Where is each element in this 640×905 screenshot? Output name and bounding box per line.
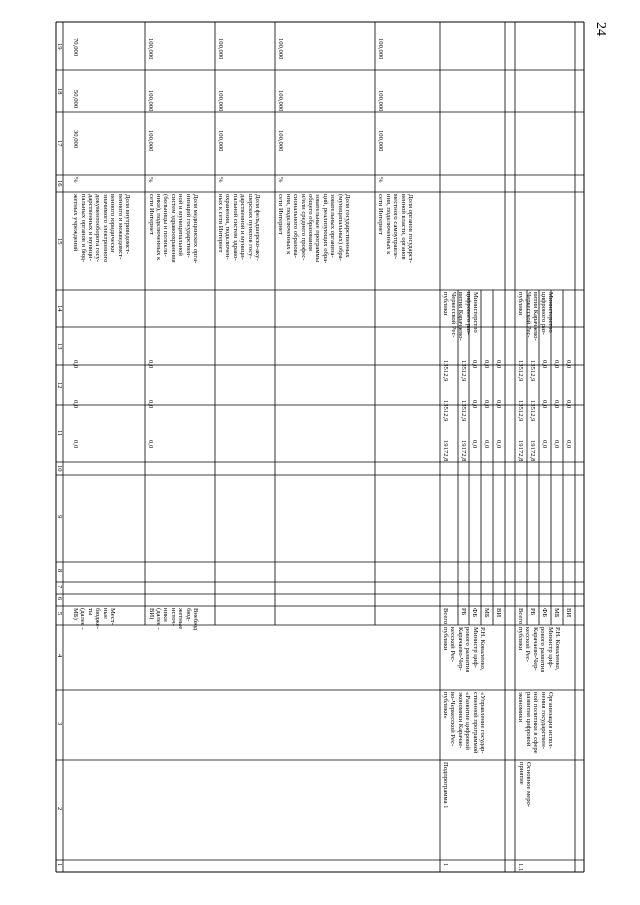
subprogram-value-13-2 [460, 360, 467, 381]
subprogram-responsible-line: Карачаево-Чер- [457, 627, 465, 671]
main_event-value-11-4 [553, 440, 560, 448]
indicator-value-18-5-line: 100,000 [377, 90, 384, 112]
subprogram-value-13-3 [471, 360, 478, 368]
indicator-name-3-line: пальной систем здраво- [232, 194, 240, 261]
column-number-3 [56, 722, 63, 725]
indicator-value-17-4-line: 100,000 [277, 130, 284, 152]
subprogram-value-12-2 [460, 400, 467, 421]
indicator-name-1-line: жетных учреждений [72, 194, 80, 252]
indicator-name-2-line: сети Интернет [147, 194, 155, 235]
subprogram-name-line: публики» [442, 692, 450, 719]
indicator-name-2-line: Доля медицинских орга- [191, 194, 199, 264]
column-number-7-line: 7 [56, 585, 63, 589]
source-value-13-top-1-line: 0,0 [72, 360, 79, 369]
main_event-executor-line: цифрового раз- [539, 292, 547, 335]
main_event-source-label-3-line: ФБ [541, 608, 548, 617]
indicator-name-4-line: (муниципальных) обра- [336, 194, 344, 261]
source-value-11-top-1-line: 0,0 [72, 440, 79, 449]
subprogram-type-line: Подпрограмма 1 [442, 762, 450, 809]
main_event-responsible-line: рового развития [539, 627, 547, 673]
main_event-name [517, 692, 554, 754]
subprogram-value-11-1 [442, 440, 449, 461]
subprogram-name-line: ственной программой [471, 692, 479, 754]
indicator-name-3 [217, 194, 261, 261]
main_event-value-13-1-line: 13512,9 [517, 360, 524, 382]
indicator-unit-1 [72, 177, 79, 183]
main_event-value-12-2-line: 13512,9 [529, 400, 536, 422]
column-number-6 [56, 597, 63, 600]
main_event-name-line: развития цифровой [524, 692, 532, 747]
main_event-number-line: 1.1 [517, 863, 524, 872]
main_event-responsible-line: кесской Рес- [524, 627, 532, 663]
column-number-19 [56, 43, 63, 50]
indicator-value-18-4-line: 100,000 [277, 90, 284, 112]
source-label-top-2 [147, 608, 199, 630]
main_event-value-11-2-line: 19172,8 [529, 440, 536, 462]
subprogram-responsible [442, 627, 486, 672]
source-label-top-2-line: Внебюд [191, 608, 199, 631]
source-value-12-top-1 [72, 400, 79, 408]
indicator-name-1 [72, 194, 131, 262]
subprogram-value-12-3-line: 0,0 [471, 400, 478, 409]
subprogram-value-11-5-line: 0,0 [495, 440, 502, 449]
indicator-value-19-1-line: 70,000 [72, 38, 79, 57]
indicator-name-4-line: зовательные программы [314, 194, 322, 263]
column-number-9 [56, 515, 63, 518]
subprogram-value-13-5-line: 0,0 [495, 360, 502, 369]
subprogram-value-11-2-line: 19172,8 [460, 440, 467, 462]
subprogram-value-11-4-line: 0,0 [483, 440, 490, 449]
source-label-top-1-line: (далее - [79, 608, 87, 630]
source-label-top-1-line: бюдже- [94, 608, 102, 629]
column-number-16 [56, 180, 63, 187]
indicator-value-17-4 [277, 130, 284, 151]
indicator-name-1-line: Доля внутриведомст- [124, 194, 132, 255]
main_event-source-label-5-line: ВИ [565, 608, 572, 618]
source-value-11-top-2-line: 0,0 [147, 440, 154, 449]
indicator-name-4-line: ций, реализующих обра- [321, 194, 329, 264]
main_event-responsible [517, 627, 561, 672]
indicator-value-19-4 [277, 38, 284, 59]
indicator-unit-3 [217, 177, 224, 183]
subprogram-executor-line: Министерство [472, 292, 479, 333]
subprogram-value-11-3 [471, 440, 478, 448]
indicator-name-5-line: сети Интернет [377, 194, 385, 235]
main_event-executor [517, 292, 554, 341]
indicator-value-17-5 [377, 130, 384, 151]
subprogram-responsible-line: Министр циф- [471, 627, 479, 668]
source-label-top-1-line: МБ) [72, 608, 80, 620]
column-number-17 [56, 140, 63, 147]
subprogram-name-line: «Управление государ- [479, 692, 487, 754]
indicator-name-3-line: охранения, подключен- [224, 194, 232, 260]
main_event-value-12-4 [553, 400, 560, 408]
main_event-source-label-1 [517, 608, 524, 624]
subprogram-responsible-line: рового развития [464, 627, 472, 673]
main_event-source-label-2 [529, 608, 536, 615]
subprogram-responsible-line: кесской Рес- [449, 627, 457, 663]
indicator-name-4-line: зовательных организа- [329, 194, 337, 258]
source-value-13-top-1 [72, 360, 79, 368]
page-number: 24 [593, 22, 608, 36]
source-value-13-top-2-line: 0,0 [147, 360, 154, 369]
main_event-type-line: Основное меро- [524, 762, 532, 807]
indicator-value-19-3-line: 100,000 [217, 38, 224, 60]
indicator-name-1-line: венного юридически [109, 194, 117, 253]
subprogram-value-11-2 [460, 440, 467, 461]
indicator-unit-3-line: % [217, 177, 224, 183]
indicator-name-5-line: Доля органов государст- [407, 194, 414, 263]
source-value-13-top-2 [147, 360, 154, 368]
indicator-value-17-2 [147, 130, 154, 151]
main_event-value-11-2 [529, 440, 536, 461]
indicator-name-4-line: сионального образова- [292, 194, 300, 258]
subprogram-value-13-4-line: 0,0 [483, 360, 490, 369]
column-number-9-line: 9 [56, 515, 63, 519]
indicator-value-18-5 [377, 90, 384, 111]
subprogram-number [442, 863, 449, 866]
column-number-13-line: 13 [56, 343, 63, 350]
indicator-name-3-line: шерских пунктов госу- [246, 194, 254, 259]
source-label-top-2-line: ники [162, 608, 170, 622]
main_event-type-line: приятие [517, 762, 525, 785]
column-number-11-line: 11 [56, 430, 63, 437]
subprogram-value-12-1 [442, 400, 449, 421]
subprogram-source-label-5 [495, 608, 502, 617]
subprogram-executor-line: публики [442, 292, 450, 316]
indicator-name-5 [377, 194, 414, 263]
subprogram-source-label-1 [442, 608, 449, 624]
indicator-value-18-3-line: 100,000 [217, 90, 224, 112]
subprogram-source-label-2 [460, 608, 467, 615]
subprogram-value-13-2-line: 13512,9 [460, 360, 467, 382]
indicator-name-4-line: общего образования [306, 194, 314, 251]
subprogram-value-11-4 [483, 440, 490, 448]
main_event-responsible-line: Карачаево-Чер- [532, 627, 540, 671]
subprogram-value-11-1-line: 19172,8 [442, 440, 449, 462]
subprogram-source-label-3-line: ФБ [471, 608, 478, 617]
indicator-value-17-2-line: 100,000 [147, 130, 154, 152]
subprogram-value-11-3-line: 0,0 [471, 440, 478, 449]
indicator-name-1-line: пальных органов и бюд- [79, 194, 87, 263]
indicator-value-18-1 [72, 90, 79, 108]
subprogram-number-line: 1 [442, 863, 449, 867]
column-number-6-line: 6 [56, 597, 63, 601]
indicator-name-5-line: местного самоуправле- [392, 194, 400, 260]
subprogram-source-label-5-line: ВИ [495, 608, 502, 618]
main_event-value-13-4-line: 0,0 [553, 360, 560, 369]
indicator-value-18-4 [277, 90, 284, 111]
main_event-name-line: Организация испол- [547, 692, 554, 749]
indicator-name-1-line: дарственных и муници- [87, 194, 95, 261]
indicator-name-1-line: венного и межведомст- [116, 194, 124, 260]
main_event-type [517, 762, 532, 807]
subprogram-value-13-4 [483, 360, 490, 368]
indicator-unit-1-line: % [72, 177, 79, 183]
main_event-value-13-2 [529, 360, 536, 381]
column-number-18-line: 18 [56, 88, 63, 95]
indicator-name-4-line: сети Интернет [277, 194, 285, 235]
column-number-17-line: 17 [56, 140, 63, 147]
subprogram-source-label-1-line: Всего [442, 608, 449, 625]
main_event-value-12-3-line: 0,0 [541, 400, 548, 409]
column-number-4-line: 4 [56, 654, 63, 658]
main_event-responsible-line: Министр циф- [546, 627, 554, 668]
main_event-value-13-5 [565, 360, 572, 368]
subprogram-value-11-5 [495, 440, 502, 448]
column-number-15 [56, 238, 63, 245]
column-number-19-line: 19 [56, 43, 63, 50]
indicator-name-4 [277, 194, 351, 263]
main_event-value-12-2 [529, 400, 536, 421]
subprogram-executor-line: вития Карачаево- [457, 292, 465, 341]
subprogram-name-line: экономики Карачае- [457, 692, 465, 749]
indicator-value-19-4-line: 100,000 [277, 38, 284, 60]
main_event-value-11-5 [565, 440, 572, 448]
column-number-12 [56, 382, 63, 389]
subprogram-value-12-3 [471, 400, 478, 408]
subprogram-name-line: во-Черкесской Рес- [449, 692, 457, 747]
subprogram-value-13-5 [495, 360, 502, 368]
subprogram-type [442, 762, 449, 808]
main_event-name-line: ной политики в сфере [532, 692, 540, 754]
subprogram-source-label-2-line: РБ [460, 608, 467, 616]
indicator-value-18-3 [217, 90, 224, 111]
main_event-value-13-5-line: 0,0 [565, 360, 572, 369]
main_event-value-13-3-line: 0,0 [541, 360, 548, 369]
indicator-value-19-5-line: 100,000 [377, 38, 384, 60]
subprogram-source-label-3 [471, 608, 478, 617]
indicator-value-19-5 [377, 38, 384, 59]
indicator-name-4-line: и/или среднего профес- [299, 194, 307, 261]
source-label-top-2-line: ВИ) [147, 608, 155, 620]
subprogram-value-12-4 [483, 400, 490, 408]
column-number-2-line: 2 [56, 807, 63, 811]
main_event-value-11-3-line: 0,0 [541, 440, 548, 449]
column-number-18 [56, 88, 63, 95]
main_event-executor-line: вития Карачаево- [532, 292, 540, 341]
source-value-12-top-2-line: 0,0 [147, 400, 154, 409]
column-number-2 [56, 807, 63, 810]
indicator-name-3-line: Доля фельдшерско-аку- [254, 194, 262, 261]
main_event-source-label-4 [553, 608, 560, 618]
column-number-1 [56, 863, 63, 866]
column-number-7 [56, 585, 63, 588]
indicator-name-2 [147, 194, 199, 263]
subprogram-source-label-4 [483, 608, 490, 618]
column-number-8 [56, 569, 63, 572]
main_event-responsible-line: Р.Н. Коваленко, [554, 627, 562, 671]
indicator-unit-5 [377, 177, 384, 183]
subprogram-value-12-1-line: 13512,9 [442, 400, 449, 422]
column-number-13 [56, 343, 63, 350]
source-label-top-2-line: жетные [176, 608, 184, 630]
source-label-top-2-line: источ- [169, 608, 177, 626]
main_event-executor-line: публики [517, 292, 525, 316]
main_event-value-12-1-line: 13512,9 [517, 400, 524, 422]
source-label-top-1 [72, 608, 116, 630]
subprogram-name-line: «Развитие цифровой [464, 692, 472, 750]
source-value-11-top-1 [72, 440, 79, 448]
column-number-15-line: 15 [56, 238, 63, 245]
indicator-unit-5-line: % [377, 177, 384, 183]
column-number-12-line: 12 [56, 382, 63, 389]
source-value-12-top-2 [147, 400, 154, 408]
indicator-name-1-line: документооборота госу- [94, 194, 102, 263]
subprogram-value-12-4-line: 0,0 [483, 400, 490, 409]
subprogram-value-12-2-line: 13512,9 [460, 400, 467, 422]
indicator-name-2-line: ники), подключенных к [154, 194, 162, 261]
column-number-3-line: 3 [56, 722, 63, 726]
main_event-value-12-5-line: 0,0 [565, 400, 572, 409]
main_event-value-12-5 [565, 400, 572, 408]
indicator-name-4-line: Доля государственных [344, 194, 351, 258]
indicator-value-19-2 [147, 38, 154, 59]
indicator-unit-4-line: % [277, 177, 284, 183]
indicator-value-17-1-line: 30,000 [72, 130, 79, 149]
indicator-name-2-line: ной и муниципальной [176, 194, 184, 256]
subprogram-responsible-line: публики [442, 627, 450, 651]
main_event-number [517, 863, 524, 871]
indicator-value-17-3-line: 100,000 [217, 130, 224, 152]
column-number-11 [56, 430, 63, 436]
subprogram-executor-line: цифрового раз- [464, 292, 472, 335]
source-label-top-1-line: Мест- [109, 608, 117, 625]
column-number-14 [56, 305, 63, 312]
indicator-value-19-3 [217, 38, 224, 59]
column-number-4 [56, 654, 63, 657]
main_event-value-13-2-line: 13512,9 [529, 360, 536, 382]
indicator-name-4-line: ния, подключенных к [284, 194, 292, 255]
main_event-value-11-1 [517, 440, 524, 461]
indicator-value-17-3 [217, 130, 224, 151]
column-number-1-line: 1 [56, 863, 63, 867]
main_event-source-label-5 [565, 608, 572, 617]
subprogram-value-12-5 [495, 400, 502, 408]
subprogram-source-label-4-line: МБ [483, 608, 490, 618]
indicator-name-1-line: значимого электронного [101, 194, 109, 263]
main_event-executor-line: Министерство [547, 292, 554, 333]
column-number-16-line: 16 [56, 180, 63, 187]
main_event-value-11-5-line: 0,0 [565, 440, 572, 449]
main_event-value-12-1 [517, 400, 524, 421]
indicator-value-18-2-line: 100,000 [147, 90, 154, 112]
subprogram-executor-line: Черкесской Рес- [449, 292, 457, 338]
main_event-value-11-3 [541, 440, 548, 448]
indicator-name-2-line: низаций государствен- [184, 194, 192, 258]
source-label-top-2-line: бюд- [184, 608, 192, 622]
main_event-value-11-1-line: 19172,8 [517, 440, 524, 462]
subprogram-value-12-5-line: 0,0 [495, 400, 502, 409]
main_event-source-label-2-line: РБ [529, 608, 536, 616]
main_event-value-13-1 [517, 360, 524, 381]
source-value-12-top-1-line: 0,0 [72, 400, 79, 409]
main_event-source-label-4-line: МБ [553, 608, 560, 618]
main_event-source-label-1-line: Всего [517, 608, 524, 625]
column-number-8-line: 8 [56, 569, 63, 573]
main_event-value-13-3 [541, 360, 548, 368]
indicator-value-18-2 [147, 90, 154, 111]
main_event-value-12-4-line: 0,0 [553, 400, 560, 409]
indicator-name-2-line: (больницы и поликли- [162, 194, 170, 257]
indicator-value-19-2-line: 100,000 [147, 38, 154, 60]
indicator-value-18-1-line: 50,000 [72, 90, 79, 109]
main_event-source-label-3 [541, 608, 548, 617]
column-number-5-line: 5 [56, 612, 63, 616]
subprogram-value-13-3-line: 0,0 [471, 360, 478, 369]
main_event-name-line: экономики [517, 692, 525, 723]
main_event-value-12-3 [541, 400, 548, 408]
indicator-name-3-line: ных к сети Интернет [217, 194, 225, 253]
subprogram-value-13-1 [442, 360, 449, 381]
column-number-14-line: 14 [56, 305, 63, 312]
main_event-value-11-4-line: 0,0 [553, 440, 560, 449]
indicator-name-2-line: систем здравоохранения [169, 194, 177, 263]
subprogram-executor [442, 292, 479, 341]
source-label-top-1-line: ты [87, 608, 95, 616]
main_event-value-13-4 [553, 360, 560, 368]
indicator-value-17-5-line: 100,000 [377, 130, 384, 152]
main_event-responsible-line: публики [517, 627, 525, 651]
source-label-top-2-line: (далее - [154, 608, 162, 630]
subprogram-value-13-1-line: 13512,9 [442, 360, 449, 382]
indicator-value-17-1 [72, 130, 79, 148]
indicator-name-5-line: ния, подключенных к [384, 194, 392, 255]
column-number-5 [56, 612, 63, 615]
column-number-10-line: 10 [56, 465, 63, 472]
main_event-name-line: нения государствен- [539, 692, 547, 750]
source-label-top-1-line: ные [101, 608, 109, 619]
subprogram-responsible-line: Р.Н. Коваленко, [479, 627, 487, 671]
indicator-unit-4 [277, 177, 284, 183]
indicator-unit-2 [147, 177, 154, 183]
indicator-name-3-line: дарственной и муници- [239, 194, 247, 260]
source-value-11-top-2 [147, 440, 154, 448]
main_event-executor-line: Черкесской Рес- [524, 292, 532, 338]
indicator-name-5-line: венной власти, органов [399, 194, 407, 260]
indicator-unit-2-line: % [147, 177, 154, 183]
indicator-value-19-1 [72, 38, 79, 56]
column-number-10 [56, 465, 63, 472]
subprogram-name [442, 692, 486, 754]
